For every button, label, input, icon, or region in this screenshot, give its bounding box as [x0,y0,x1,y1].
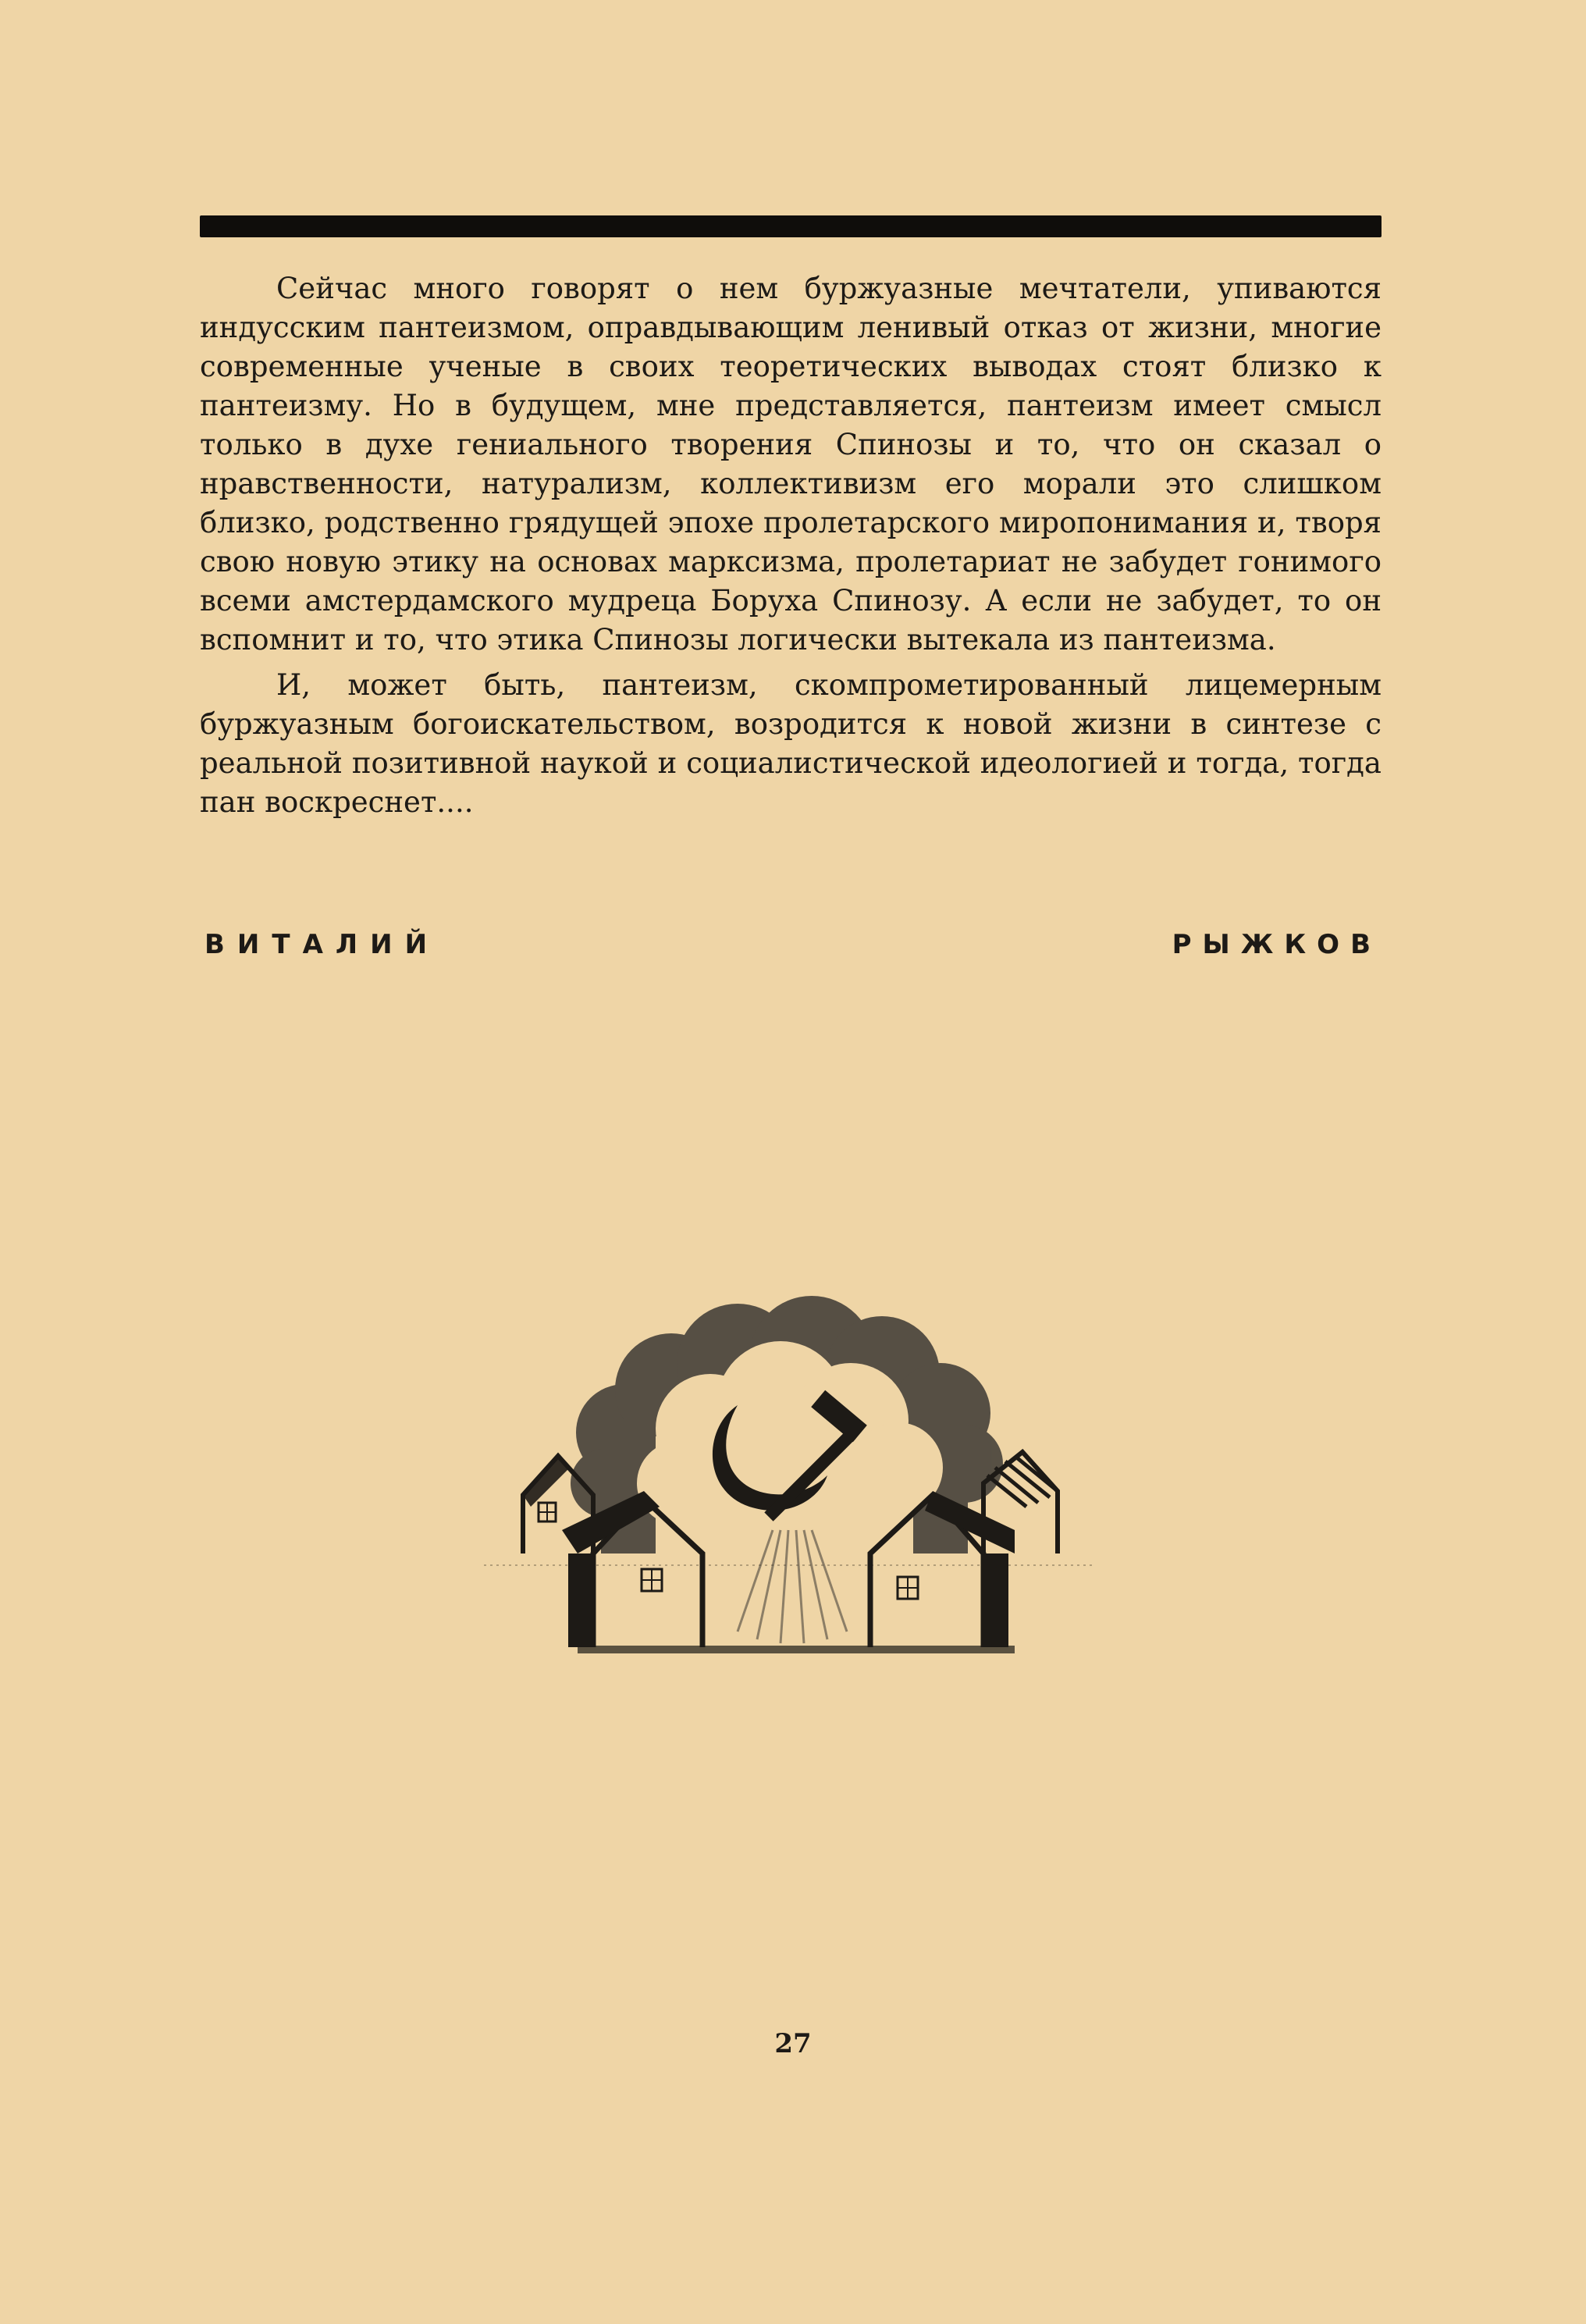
house-left-back-roof [523,1456,570,1507]
paragraph-2: И, может быть, пантеизм, скомпрометированный лицемерным буржуазным богоискательством, возродится к новой жизни в синтезе с реальной позитивной наукой и социалистической идеологией и тогда, тогда пан воскреснет.... [200,668,1382,819]
author-last-name: РЫЖКОВ [1172,929,1382,960]
header-rule [200,215,1382,237]
author-first-name: ВИТАЛИЙ [204,929,440,960]
woodcut-illustration [476,1296,1101,1663]
page-number: 27 [774,2028,812,2059]
paragraph-1: Сейчас много говорят о нем буржуазные мечтатели, упиваются индусским пантеизмом, оправдывающим ленивый отказ от жизни, многие современные ученые в своих теоретических выводах стоят близко к пантеизму. Но в будущем, мне представляется, пантеизм имеет смысл только в духе гениального творения Спинозы и то, что он сказал о нравственности, натурализм, коллективизм его морали это слишком близко, родственно грядущей эпохе пролетарского миропонимания и, творя свою новую этику на основах марксизма, пролетариат не забудет гонимого всеми амстердамского мудреца Боруха Спинозу. А если не забудет, то он вспомнит и то, что этика Спинозы логически вытекала из пантеизма. [200,272,1382,657]
ground-line [578,1646,1015,1653]
article-body [200,269,1382,822]
house-right-front-hatching [925,1491,1015,1647]
author-signature [204,929,1382,960]
